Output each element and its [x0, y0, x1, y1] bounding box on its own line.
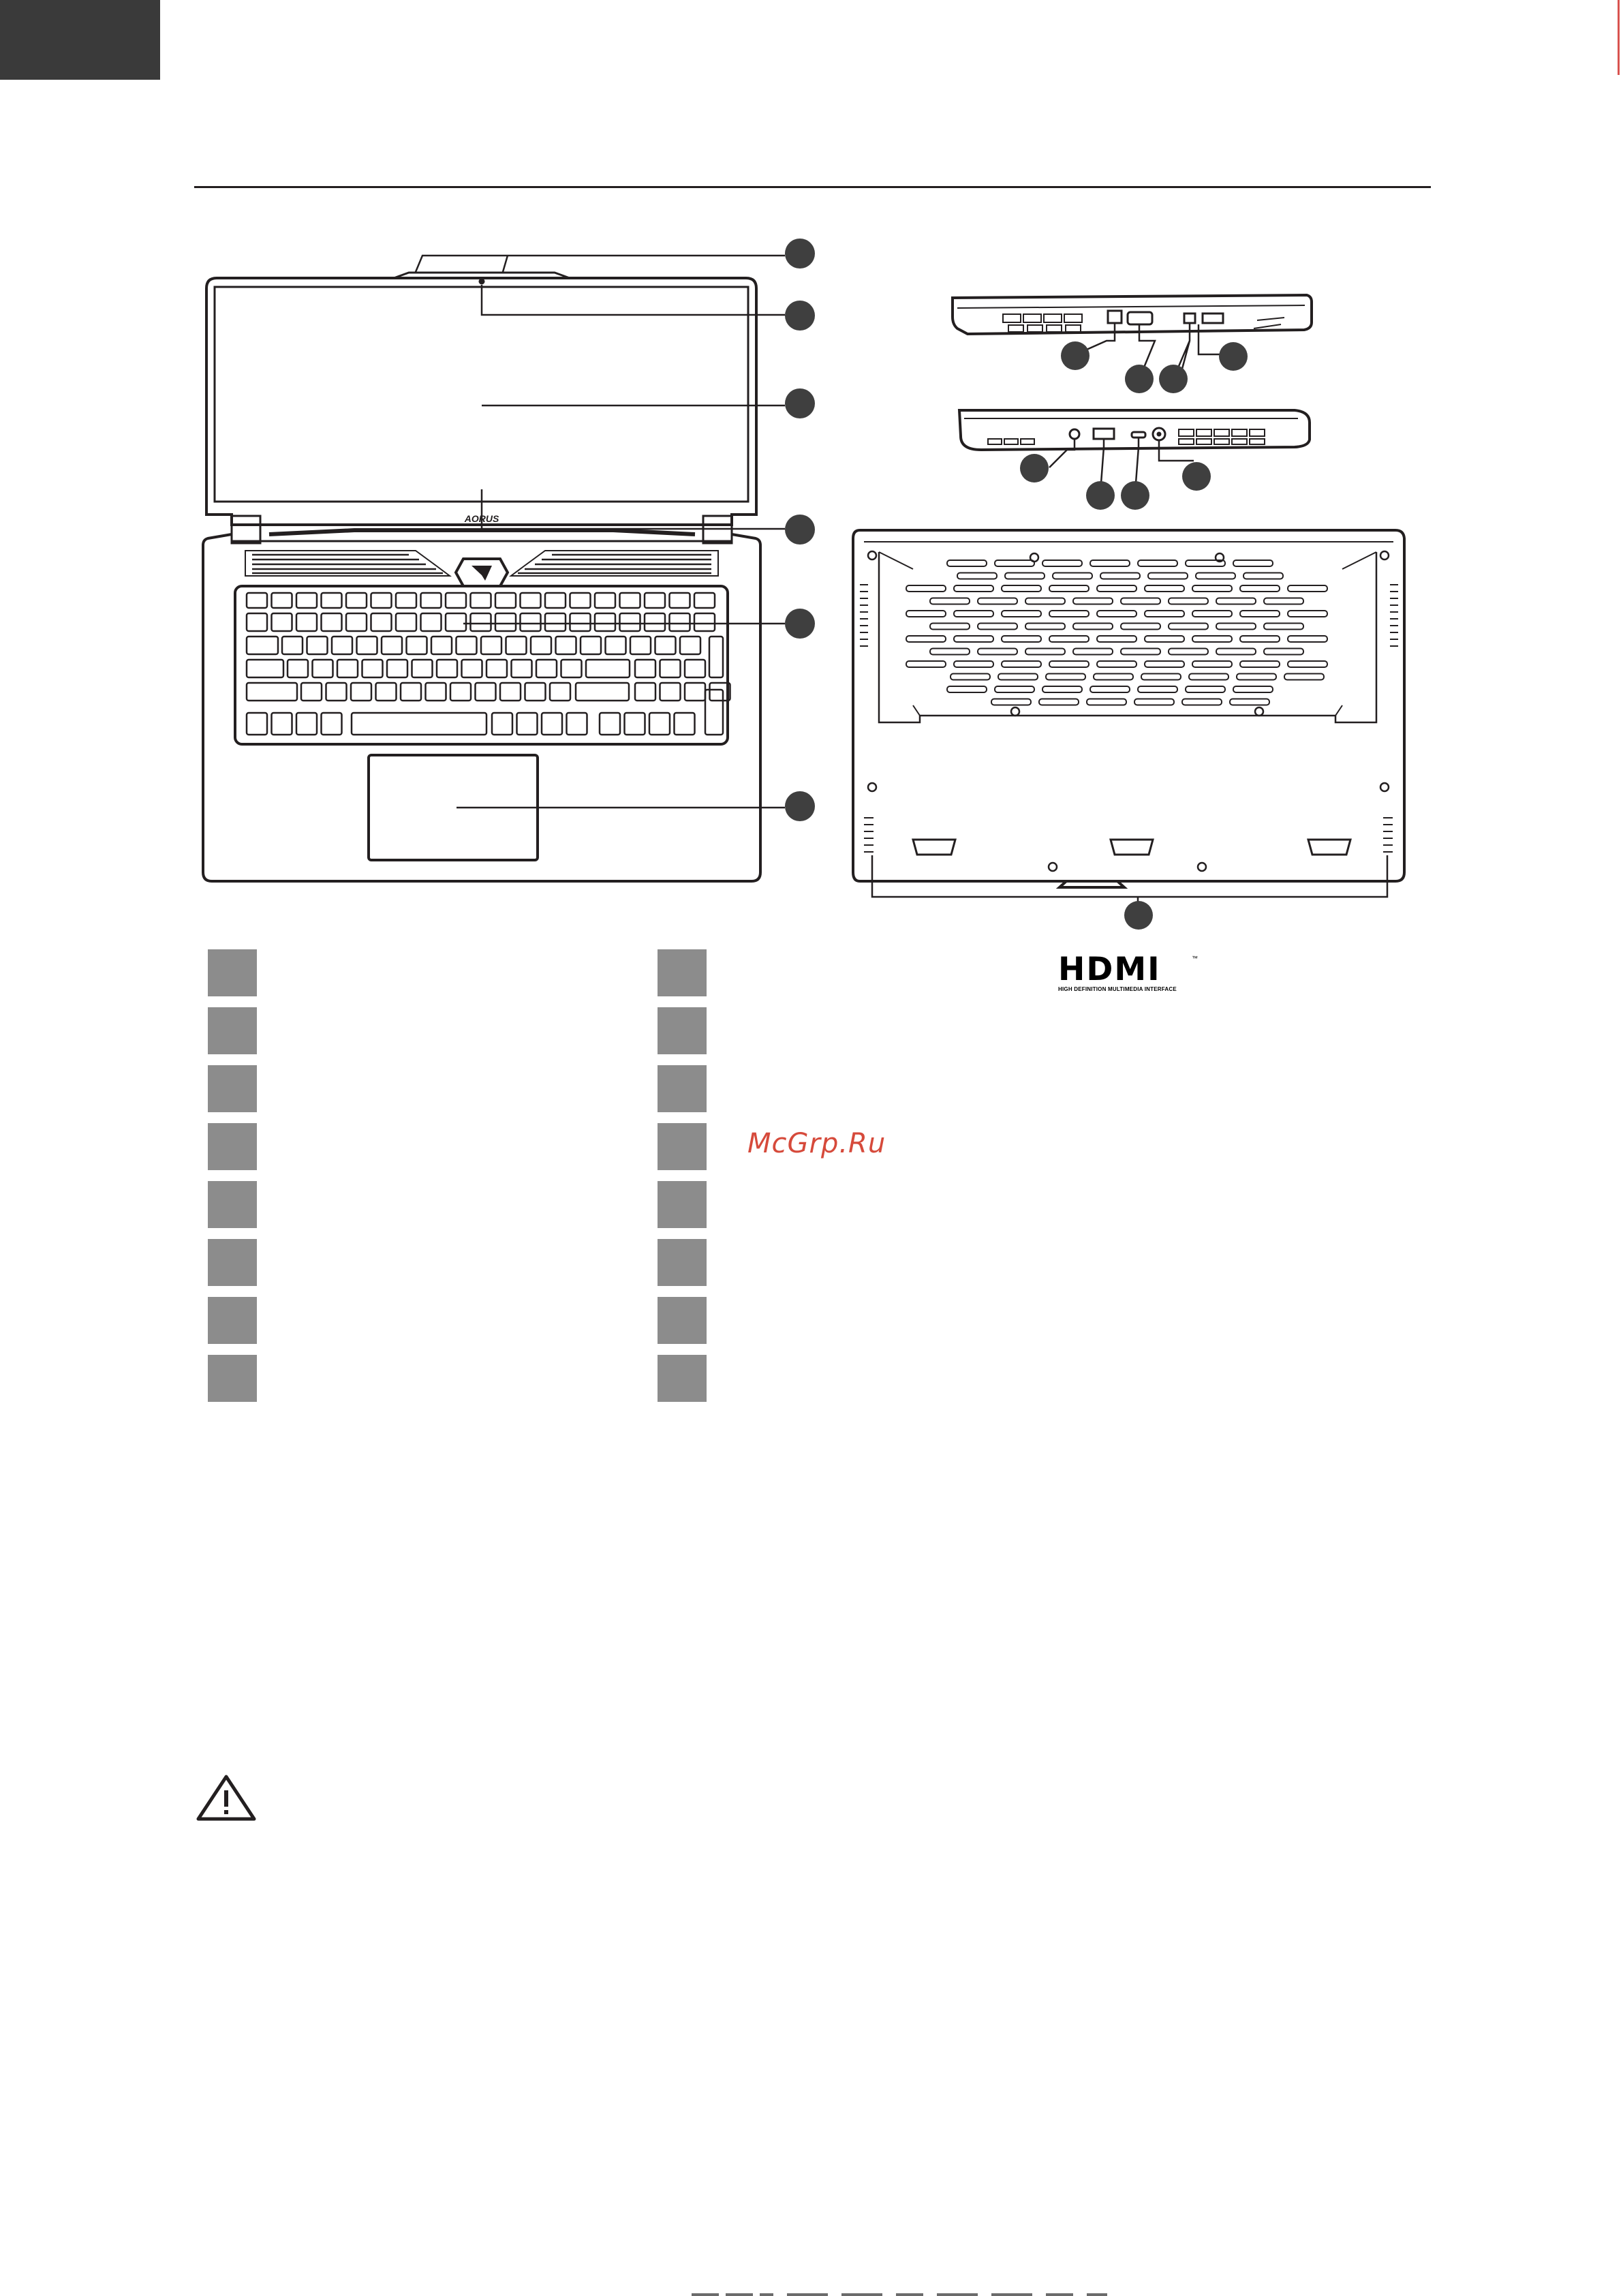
vent-slot	[978, 624, 1017, 630]
keyboard-key	[635, 660, 655, 677]
warning-triangle-icon	[196, 1774, 256, 1822]
vent-slot	[1264, 598, 1303, 604]
hdmi-tagline: HIGH DEFINITION MULTIMEDIA INTERFACE	[1058, 986, 1177, 992]
keyboard-key	[346, 613, 367, 631]
keyboard-key	[387, 660, 407, 677]
vent-slot	[1284, 674, 1324, 680]
vent-slot	[930, 649, 970, 655]
vent-slot	[995, 686, 1034, 692]
keyboard-key	[322, 613, 342, 631]
vent-slot	[1288, 661, 1327, 667]
speaker-grille-right	[511, 551, 718, 576]
keyboard-key	[521, 593, 541, 608]
vent-slot	[1049, 636, 1089, 642]
callout-marker	[1121, 481, 1149, 510]
keyboard-key	[332, 637, 352, 654]
vent-slot	[995, 560, 1034, 566]
callout-marker	[1061, 341, 1089, 370]
keyboard-key	[620, 593, 640, 608]
usb-a-port-left	[1203, 313, 1223, 323]
vent-slot	[1145, 661, 1184, 667]
vent-slot	[1230, 699, 1269, 705]
legend-number-box	[208, 949, 257, 996]
keyboard-key	[581, 637, 601, 654]
vent-slot	[1216, 624, 1256, 630]
vent-slot	[1216, 649, 1256, 655]
vent-slot	[1148, 573, 1188, 579]
keyboard-key	[476, 683, 496, 701]
callout-marker	[785, 239, 815, 269]
vent-slot	[1233, 560, 1273, 566]
keyboard-key	[675, 713, 695, 735]
vent-slot	[991, 699, 1031, 705]
keyboard-key	[296, 613, 317, 631]
bottom-side-grilles	[860, 585, 1398, 852]
vent-slot	[930, 598, 970, 604]
legend-number-box	[658, 949, 707, 996]
vent-slot	[1025, 649, 1065, 655]
keyboard-key	[282, 637, 303, 654]
vent-slot	[1192, 585, 1232, 592]
vent-slot	[1005, 573, 1045, 579]
keyboard-key	[247, 660, 283, 677]
vent-slot	[1073, 649, 1113, 655]
legend-number-box	[658, 1239, 707, 1286]
keyboard-key	[288, 660, 308, 677]
keyboard-key	[655, 637, 676, 654]
keyboard-key	[531, 637, 551, 654]
keyboard-key	[351, 683, 371, 701]
keyboard-key	[471, 593, 491, 608]
keyboard-key	[376, 683, 397, 701]
legend-number-box	[208, 1123, 257, 1170]
vent-slot	[1073, 624, 1113, 630]
keyboard-key	[570, 593, 591, 608]
vent-slot	[954, 636, 993, 642]
keyboard-key	[525, 683, 546, 701]
vent-slot	[1138, 560, 1177, 566]
keyboard-key	[301, 683, 322, 701]
vent-slot	[998, 674, 1038, 680]
vent-slot	[1002, 636, 1041, 642]
keyboard-key	[545, 613, 566, 631]
vent-slot	[1094, 674, 1133, 680]
mini-dp-port	[1184, 313, 1195, 323]
vent-slot	[947, 686, 987, 692]
keyboard-key	[694, 613, 715, 631]
vent-slot	[906, 611, 946, 617]
keyboard-key	[322, 713, 342, 735]
vent-slot	[1138, 686, 1177, 692]
vent-slot	[947, 560, 987, 566]
keyboard-key	[645, 613, 665, 631]
vent-slot	[1240, 661, 1280, 667]
vent-slot	[1073, 598, 1113, 604]
audio-jack	[1070, 429, 1079, 439]
keyboard-key	[457, 637, 477, 654]
keyboard-key	[371, 593, 392, 608]
vent-slot	[1002, 585, 1041, 592]
keyboard-key	[322, 593, 342, 608]
vent-slot	[1264, 649, 1303, 655]
legend-number-box	[658, 1065, 707, 1112]
vent-slot	[1189, 674, 1228, 680]
bottom-feet	[913, 840, 1350, 855]
legend-number-box	[208, 1239, 257, 1286]
callout-marker	[1182, 462, 1211, 491]
vent-slot	[1049, 585, 1089, 592]
vent-slot	[1097, 585, 1137, 592]
vent-slot	[1169, 624, 1208, 630]
callout-marker	[1219, 342, 1248, 371]
vent-slot	[1233, 686, 1273, 692]
keyboard-key	[481, 637, 501, 654]
vent-slot	[1240, 585, 1280, 592]
keyboard-key	[495, 613, 516, 631]
keyboard-keys	[247, 593, 730, 735]
keyboard-key	[645, 593, 665, 608]
keyboard-key	[595, 593, 615, 608]
keyboard-key	[625, 713, 645, 735]
vent-slot	[1042, 560, 1082, 566]
hdmi-wordmark: HDMI	[1058, 951, 1161, 988]
keyboard-key	[550, 683, 570, 701]
legend-number-box	[658, 1181, 707, 1228]
legend-number-box	[208, 1355, 257, 1402]
legend-number-box	[208, 1181, 257, 1228]
vent-slot	[1192, 661, 1232, 667]
vent-slot	[954, 611, 993, 617]
keyboard-key	[396, 613, 416, 631]
vent-slot	[1090, 560, 1130, 566]
vent-slot	[1169, 649, 1208, 655]
bottom-vent-grid	[906, 560, 1327, 705]
keyboard-key	[606, 637, 626, 654]
vent-slot	[978, 649, 1017, 655]
keyboard-key	[649, 713, 670, 735]
keyboard-key	[462, 660, 482, 677]
vent-slot	[1240, 611, 1280, 617]
vent-slot	[1042, 686, 1082, 692]
bottom-panel	[853, 530, 1404, 887]
callout-marker	[1020, 454, 1049, 483]
laptop-overview-diagram	[0, 0, 1623, 954]
keyboard-key	[326, 683, 347, 701]
bottom-screws	[868, 551, 1389, 871]
callout-marker	[785, 388, 815, 418]
legend-number-box	[658, 1355, 707, 1402]
keyboard-key	[495, 593, 516, 608]
legend-number-box	[658, 1297, 707, 1344]
keyboard-key	[371, 613, 392, 631]
usb-c-port	[1132, 432, 1145, 438]
vent-slot	[1192, 636, 1232, 642]
right-side-vents	[988, 429, 1265, 444]
vent-slot	[1134, 699, 1174, 705]
vent-slot	[1100, 573, 1140, 579]
vent-slot	[906, 636, 946, 642]
vent-slot	[1025, 598, 1065, 604]
keyboard-key	[705, 690, 723, 735]
vent-slot	[1097, 611, 1137, 617]
keyboard-key	[401, 683, 421, 701]
keyboard-key	[576, 683, 629, 701]
vent-slot	[1186, 686, 1225, 692]
hdmi-port	[1128, 312, 1152, 324]
hdmi-logo	[1058, 951, 1198, 994]
keyboard-key	[272, 593, 292, 608]
keyboard-key	[437, 660, 457, 677]
keyboard-key	[296, 713, 317, 735]
keyboard-key	[670, 593, 690, 608]
vent-slot	[1216, 598, 1256, 604]
vent-slot	[1145, 636, 1184, 642]
keyboard-key	[660, 660, 681, 677]
vent-slot	[1097, 661, 1137, 667]
keyboard-key	[247, 613, 267, 631]
watermark-text: McGrp.Ru	[747, 1128, 886, 1159]
vent-slot	[1264, 624, 1303, 630]
vent-slot	[950, 674, 990, 680]
keyboard-key	[680, 637, 700, 654]
keyboard-key	[561, 660, 582, 677]
keyboard-key	[542, 713, 562, 735]
keyboard-key	[431, 637, 452, 654]
keyboard-key	[446, 593, 466, 608]
callout-marker	[1086, 481, 1115, 510]
vent-slot	[1002, 611, 1041, 617]
keyboard-key	[685, 660, 705, 677]
keyboard-key	[272, 613, 292, 631]
vent-slot	[1053, 573, 1092, 579]
keyboard-key	[595, 613, 615, 631]
vent-slot	[930, 624, 970, 630]
keyboard-key	[567, 713, 587, 735]
keyboard-key	[694, 593, 715, 608]
legend-number-box	[658, 1007, 707, 1054]
usb-a-port-right	[1094, 429, 1114, 439]
footer-fragment	[692, 2289, 1114, 2296]
keyboard-key	[446, 613, 466, 631]
vent-slot	[1046, 674, 1085, 680]
keyboard-key	[600, 713, 620, 735]
keyboard-key	[500, 683, 521, 701]
keyboard-key	[396, 593, 416, 608]
vent-slot	[1237, 674, 1276, 680]
keyboard-key	[586, 660, 630, 677]
rj45-port	[1108, 311, 1122, 323]
vent-slot	[954, 661, 993, 667]
laptop-left-side-view	[953, 295, 1312, 379]
vent-slot	[1049, 611, 1089, 617]
keyboard-key	[630, 637, 651, 654]
vent-slot	[1002, 661, 1041, 667]
callout-marker	[785, 791, 815, 821]
keyboard-key	[247, 637, 278, 654]
vent-slot	[1087, 699, 1126, 705]
keyboard-key	[486, 660, 507, 677]
vent-slot	[906, 585, 946, 592]
keyboard-key	[635, 683, 655, 701]
keyboard-key	[247, 683, 297, 701]
keyboard-key	[709, 637, 723, 677]
keyboard-key	[412, 660, 433, 677]
keyboard-key	[471, 613, 491, 631]
keyboard-key	[382, 637, 402, 654]
laptop-screen	[215, 287, 748, 502]
vent-slot	[1169, 598, 1208, 604]
keyboard-key	[620, 613, 640, 631]
keyboard-key	[517, 713, 538, 735]
vent-slot	[954, 585, 993, 592]
keyboard-key	[570, 613, 591, 631]
legend-number-box	[208, 1007, 257, 1054]
hdmi-trademark: ™	[1192, 955, 1198, 962]
keyboard-key	[337, 660, 358, 677]
keyboard-key	[247, 713, 267, 735]
vent-slot	[1240, 636, 1280, 642]
vent-slot	[1121, 598, 1160, 604]
keyboard-key	[296, 593, 317, 608]
vent-slot	[1049, 661, 1089, 667]
callout-marker	[1124, 901, 1153, 930]
vent-slot	[906, 661, 946, 667]
keyboard-key	[492, 713, 512, 735]
keyboard-key	[545, 593, 566, 608]
callout-marker	[785, 301, 815, 331]
vent-slot	[1182, 699, 1222, 705]
keyboard-key	[272, 713, 292, 735]
keyboard-key	[421, 613, 442, 631]
keyboard-key	[426, 683, 446, 701]
vent-slot	[1192, 611, 1232, 617]
vent-slot	[1141, 674, 1181, 680]
vent-slot	[978, 598, 1017, 604]
left-side-rear-vents	[1254, 318, 1284, 328]
keyboard-key	[352, 713, 486, 735]
keyboard-key	[536, 660, 557, 677]
keyboard-key	[346, 593, 367, 608]
keyboard-key	[670, 613, 690, 631]
vent-slot	[1025, 624, 1065, 630]
keyboard-key	[247, 593, 267, 608]
keyboard-key	[362, 660, 383, 677]
keyboard-key	[521, 613, 541, 631]
left-side-vents	[1003, 314, 1082, 332]
vent-slot	[1288, 585, 1327, 592]
vent-slot	[1121, 624, 1160, 630]
callout-marker	[785, 515, 815, 545]
keyboard-key	[660, 683, 681, 701]
vent-slot	[1145, 611, 1184, 617]
vent-slot	[1097, 636, 1137, 642]
laptop-right-side-view	[959, 410, 1310, 492]
vent-slot	[1288, 636, 1327, 642]
vent-slot	[957, 573, 997, 579]
keyboard-key	[407, 637, 427, 654]
keyboard-key	[307, 637, 328, 654]
vent-slot	[1090, 686, 1130, 692]
vent-slot	[1196, 573, 1235, 579]
keyboard-key	[421, 593, 442, 608]
vent-slot	[1243, 573, 1283, 579]
keyboard-key	[313, 660, 333, 677]
keyboard-key	[556, 637, 576, 654]
legend-number-box	[208, 1065, 257, 1112]
vent-slot	[1039, 699, 1079, 705]
callout-marker	[1125, 365, 1154, 393]
bezel-logo: AORUS	[464, 513, 499, 524]
speaker-grille-left	[245, 551, 450, 576]
keyboard-key	[506, 637, 527, 654]
legend-number-box	[658, 1123, 707, 1170]
vent-slot	[1121, 649, 1160, 655]
callout-marker	[1159, 365, 1188, 393]
laptop-front-view	[203, 256, 785, 881]
callout-marker	[785, 609, 815, 639]
keyboard-key	[357, 637, 377, 654]
vent-slot	[1145, 585, 1184, 592]
vent-slot	[1288, 611, 1327, 617]
legend-number-box	[208, 1297, 257, 1344]
keyboard-key	[450, 683, 471, 701]
keyboard-key	[685, 683, 705, 701]
keyboard-key	[512, 660, 532, 677]
laptop-bottom-view	[853, 530, 1404, 906]
